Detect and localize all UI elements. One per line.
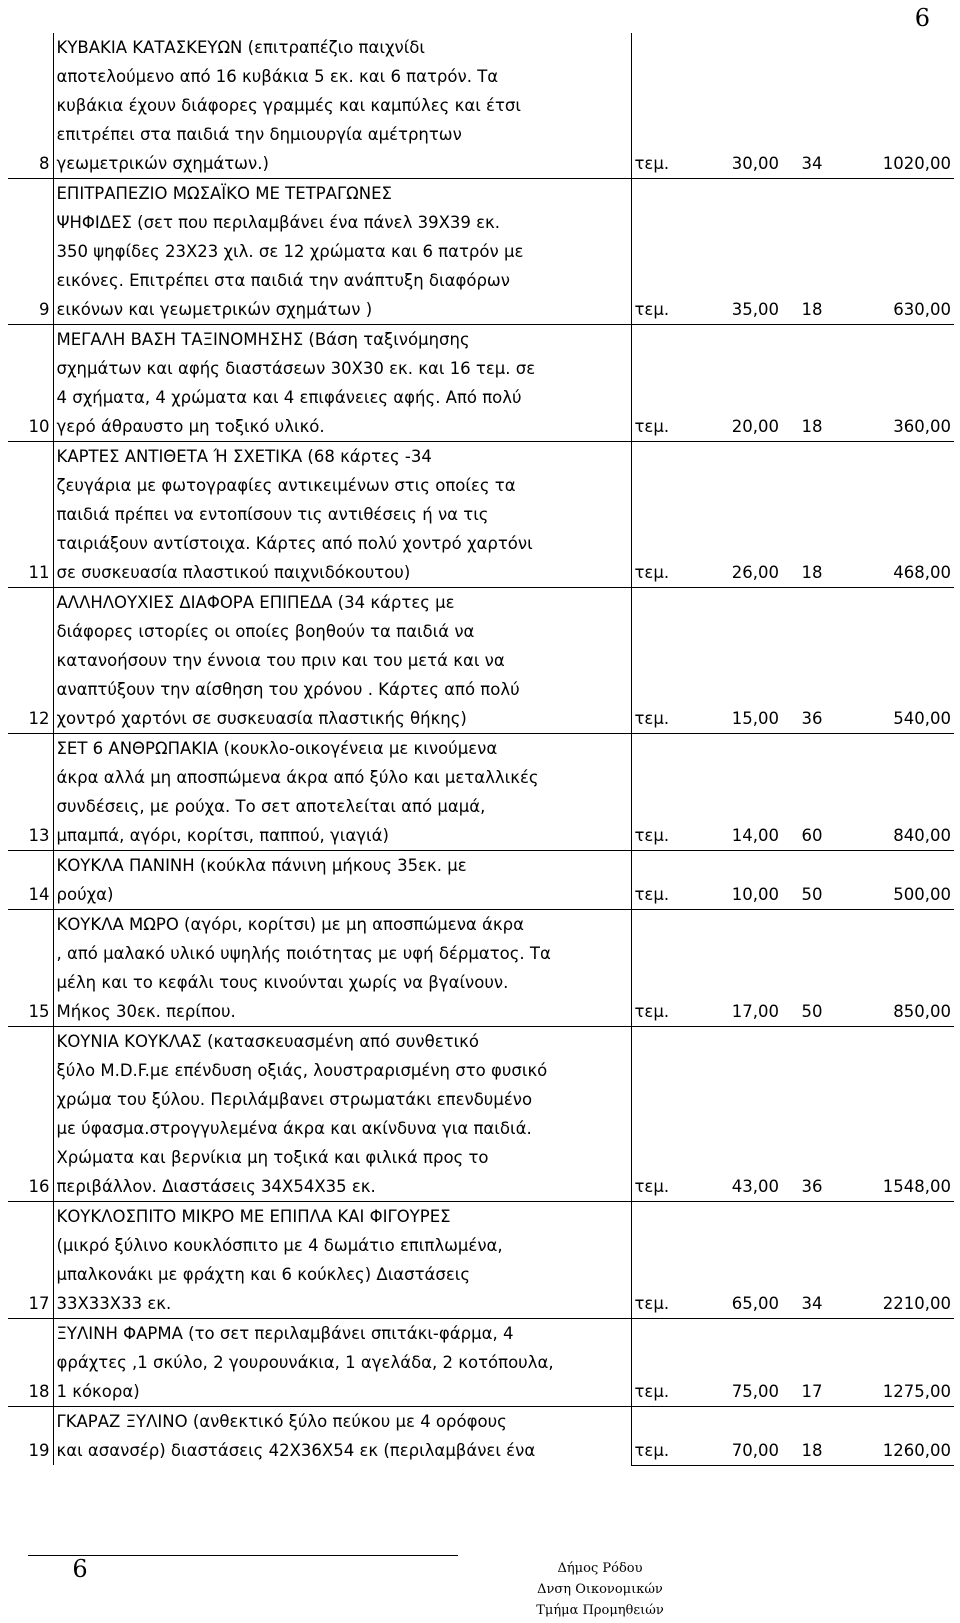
item-description [53,1319,631,1407]
description-line: ΚΟΥΚΛΟΣΠΙΤΟ ΜΙΚΡΟ ΜΕ ΕΠΙΠΛΑ ΚΑΙ ΦΙΓΟΥΡΕΣ [56,1207,451,1226]
description-line: με ύφασμα.στρογγυλεμένα άκρα και ακίνδυνα για παιδιά. [56,1119,532,1138]
item-number: 16 [8,1027,53,1202]
item-description [53,851,631,910]
table-row [8,910,954,1027]
table-row [8,33,954,179]
item-description [53,734,631,851]
item-total: 540,00 [842,588,954,734]
item-total: 1020,00 [842,33,954,179]
item-number: 17 [8,1202,53,1319]
description-line: , από μαλακό υλικό υψηλής ποιότητας με υφή δέρματος. Τα [56,944,551,963]
page-number-bottom: 6 [72,1555,88,1583]
description-line: Μήκος 30εκ. περίπου. [56,1002,236,1021]
description-line: εικόνες. Επιτρέπει στα παιδιά την ανάπτυξη διαφόρων [56,271,510,290]
description-line: 350 ψηφίδες 23Χ23 χιλ. σε 12 χρώματα και 6 πατρόν με [56,242,524,261]
item-unit: τεμ. [631,325,678,442]
description-line: κυβάκια έχουν διάφορες γραμμές και καμπύλες και έτσι [56,96,521,115]
table-row [8,442,954,588]
description-line: ξύλο M.D.F.με επένδυση οξιάς, λουστραρισμένη στο φυσικό [56,1061,548,1080]
item-description [53,1407,631,1466]
item-unit: τεμ. [631,851,678,910]
item-unit: τεμ. [631,442,678,588]
page-number-top: 6 [914,4,930,32]
item-unit-price: 26,00 [678,442,782,588]
item-total: 1275,00 [842,1319,954,1407]
description-line: μπαμπά, αγόρι, κορίτσι, παππού, γιαγιά) [56,826,389,845]
description-line: ζευγάρια με φωτογραφίες αντικειμένων στις οποίες τα [56,476,516,495]
description-line: ρούχα) [56,885,114,904]
item-unit-price: 35,00 [678,179,782,325]
item-unit-price: 17,00 [678,910,782,1027]
description-line: σε συσκευασία πλαστικού παιχνιδόκουτου) [56,563,411,582]
description-line: ΞΥΛΙΝΗ ΦΑΡΜΑ (το σετ περιλαμβάνει σπιτάκι-φάρμα, 4 [56,1324,514,1343]
table-row [8,179,954,325]
description-line: ΨΗΦΙΔΕΣ (σετ που περιλαμβάνει ένα πάνελ 39Χ39 εκ. [56,213,501,232]
item-quantity: 34 [782,33,842,179]
description-line: ΚΟΥΚΛΑ ΠΑΝΙΝΗ (κούκλα πάνινη μήκους 35εκ. με [56,856,467,875]
item-number: 13 [8,734,53,851]
table-row [8,1202,954,1319]
item-unit-price: 15,00 [678,588,782,734]
description-line: φράχτες ,1 σκύλο, 2 γουρουνάκια, 1 αγελάδα, 2 κοτόπουλα, [56,1353,554,1372]
item-total: 1548,00 [842,1027,954,1202]
item-description [53,588,631,734]
item-quantity: 17 [782,1319,842,1407]
item-quantity: 50 [782,910,842,1027]
table-row [8,1407,954,1466]
item-unit-price: 70,00 [678,1407,782,1466]
description-line: ΚΟΥΝΙΑ ΚΟΥΚΛΑΣ (κατασκευασμένη από συνθετικό [56,1032,479,1051]
footer-org-line: Δνση Οικονομικών [537,1582,663,1597]
description-line: ΑΛΛΗΛΟΥΧΙΕΣ ΔΙΑΦΟΡΑ ΕΠΙΠΕΔΑ (34 κάρτες με [56,593,455,612]
item-unit-price: 30,00 [678,33,782,179]
description-line: ΕΠΙΤΡΑΠΕΖΙΟ ΜΩΣΑΪΚΟ ΜΕ ΤΕΤΡΑΓΩΝΕΣ [56,184,392,203]
description-line: ΚΑΡΤΕΣ ΑΝΤΙΘΕΤΑ Ή ΣΧΕΤΙΚΑ (68 κάρτες -34 [56,447,432,466]
item-unit-price: 14,00 [678,734,782,851]
item-number: 9 [8,179,53,325]
item-description [53,325,631,442]
item-total: 850,00 [842,910,954,1027]
description-line: άκρα αλλά μη αποσπώμενα άκρα από ξύλο και μεταλλικές [56,768,539,787]
item-quantity: 36 [782,588,842,734]
table-row [8,325,954,442]
item-quantity: 18 [782,442,842,588]
description-line: ΓΚΑΡΑΖ ΞΥΛΙΝΟ (ανθεκτικό ξύλο πεύκου με 4 ορόφους [56,1412,507,1431]
item-unit-price: 75,00 [678,1319,782,1407]
description-line: ΚΟΥΚΛΑ ΜΩΡΟ (αγόρι, κορίτσι) με μη αποσπώμενα άκρα [56,915,524,934]
description-line: 1 κόκορα) [56,1382,140,1401]
item-description [53,1202,631,1319]
description-line: επιτρέπει στα παιδιά την δημιουργία αμέτρητων [56,125,462,144]
item-quantity: 34 [782,1202,842,1319]
description-line: παιδιά πρέπει να εντοπίσουν τις αντιθέσεις ή να τις [56,505,489,524]
item-unit-price: 43,00 [678,1027,782,1202]
description-line: σχημάτων και αφής διαστάσεων 30Χ30 εκ. και 16 τεμ. σε [56,359,536,378]
item-total: 2210,00 [842,1202,954,1319]
description-line: Χρώματα και βερνίκια μη τοξικά και φιλικά προς το [56,1148,489,1167]
item-number: 12 [8,588,53,734]
description-line: αναπτύξουν την αίσθηση του χρόνου . Κάρτες από πολύ [56,680,520,699]
item-total: 630,00 [842,179,954,325]
item-quantity: 18 [782,325,842,442]
item-unit-price: 10,00 [678,851,782,910]
item-unit: τεμ. [631,1407,678,1466]
item-description [53,179,631,325]
item-description [53,33,631,179]
item-quantity: 50 [782,851,842,910]
description-line: χοντρό χαρτόνι σε συσκευασία πλαστικής θήκης) [56,709,467,728]
items-table [8,33,954,1466]
item-total: 500,00 [842,851,954,910]
description-line: συνδέσεις, με ρούχα. Το σετ αποτελείται από μαμά, [56,797,486,816]
description-line: ταιριάξουν αντίστοιχα. Κάρτες από πολύ χοντρό χαρτόνι [56,534,533,553]
item-unit-price: 20,00 [678,325,782,442]
item-unit: τεμ. [631,33,678,179]
item-description [53,442,631,588]
table-row [8,1319,954,1407]
description-line: μπαλκονάκι με φράχτη και 6 κούκλες) Διαστάσεις [56,1265,471,1284]
description-line: 4 σχήματα, 4 χρώματα και 4 επιφάνειες αφής. Από πολύ [56,388,522,407]
table-row [8,734,954,851]
item-unit: τεμ. [631,1202,678,1319]
item-unit-price: 65,00 [678,1202,782,1319]
item-unit: τεμ. [631,179,678,325]
description-line: μέλη και το κεφάλι τους κινούνται χωρίς να βγαίνουν. [56,973,509,992]
item-total: 840,00 [842,734,954,851]
item-quantity: 60 [782,734,842,851]
description-line: περιβάλλον. Διαστάσεις 34Χ54Χ35 εκ. [56,1177,376,1196]
description-line: 33Χ33Χ33 εκ. [56,1294,172,1313]
item-number: 8 [8,33,53,179]
item-total: 360,00 [842,325,954,442]
item-quantity: 36 [782,1027,842,1202]
table-row [8,851,954,910]
description-line: ΜΕΓΑΛΗ ΒΑΣΗ ΤΑΞΙΝΟΜΗΣΗΣ (Βάση ταξινόμησης [56,330,470,349]
item-total: 1260,00 [842,1407,954,1466]
footer-org-line: Δήμος Ρόδου [557,1561,643,1576]
description-line: αποτελούμενο από 16 κυβάκια 5 εκ. και 6 πατρόν. Τα [56,67,499,86]
item-description [53,1027,631,1202]
description-line: (μικρό ξύλινο κουκλόσπιτο με 4 δωμάτιο επιπλωμένα, [56,1236,503,1255]
item-number: 19 [8,1407,53,1466]
description-line: χρώμα του ξύλου. Περιλάμβανει στρωματάκι επενδυμένο [56,1090,533,1109]
item-unit: τεμ. [631,588,678,734]
items-table-body [8,33,954,1465]
footer-org-line: Τμήμα Προμηθειών [536,1603,664,1618]
description-line: και ασανσέρ) διαστάσεις 42Χ36Χ54 εκ (περιλαμβάνει ένα [56,1441,536,1460]
description-line: εικόνων και γεωμετρικών σχημάτων ) [56,300,373,319]
table-row [8,588,954,734]
table-row [8,1027,954,1202]
item-number: 18 [8,1319,53,1407]
item-quantity: 18 [782,179,842,325]
description-line: κατανοήσουν την έννοια του πριν και του μετά και να [56,651,505,670]
description-line: ΚΥΒΑΚΙΑ ΚΑΤΑΣΚΕΥΩΝ (επιτραπέζιο παιχνίδι [56,38,425,57]
item-quantity: 18 [782,1407,842,1466]
item-unit: τεμ. [631,734,678,851]
description-line: γερό άθραυστο μη τοξικό υλικό. [56,417,325,436]
description-line: ΣΕΤ 6 ΑΝΘΡΩΠΑΚΙΑ (κουκλο-οικογένεια με κινούμενα [56,739,498,758]
item-number: 10 [8,325,53,442]
item-number: 15 [8,910,53,1027]
description-line: διάφορες ιστορίες οι οποίες βοηθούν τα παιδιά να [56,622,475,641]
item-number: 11 [8,442,53,588]
footer-organization [400,1558,800,1621]
description-line: γεωμετρικών σχημάτων.) [56,154,269,173]
item-total: 468,00 [842,442,954,588]
item-number: 14 [8,851,53,910]
item-unit: τεμ. [631,1319,678,1407]
item-description [53,910,631,1027]
item-unit: τεμ. [631,1027,678,1202]
item-unit: τεμ. [631,910,678,1027]
